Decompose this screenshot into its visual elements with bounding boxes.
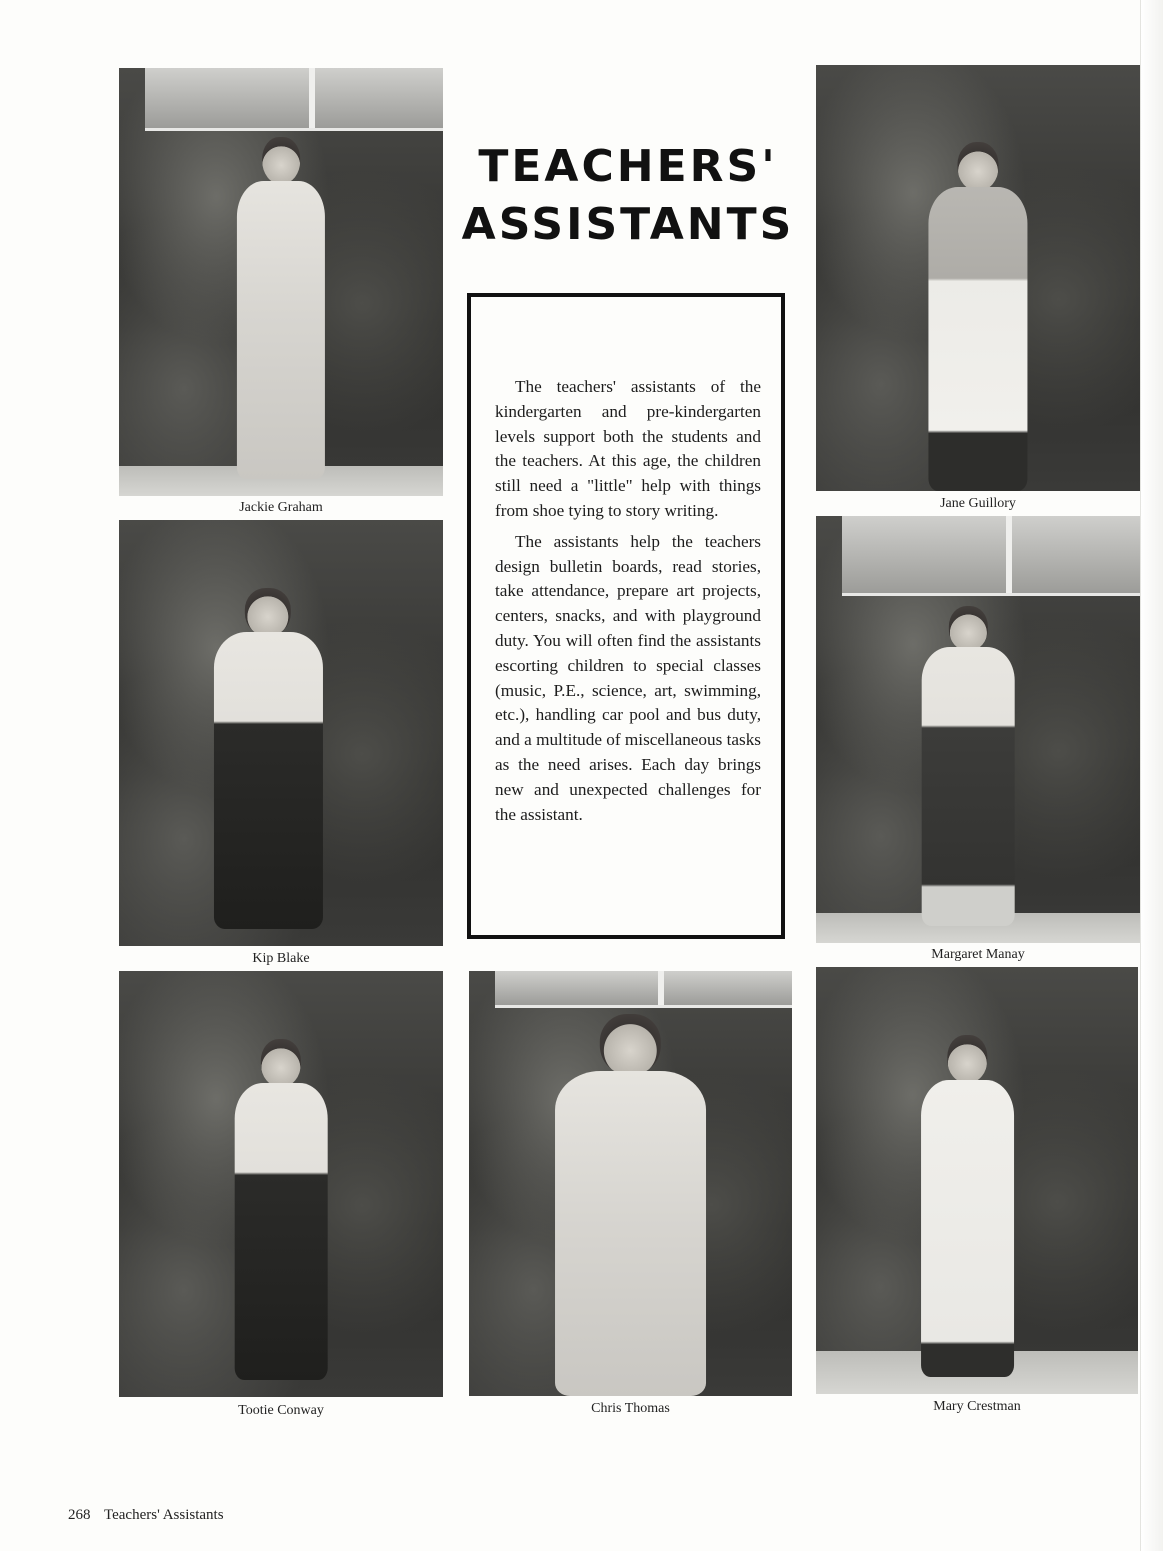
page-footer <box>68 1507 224 1524</box>
caption-jane-guillory: Jane Guillory <box>940 496 1016 511</box>
window-background <box>495 971 792 1008</box>
photo-chris-thomas <box>469 971 792 1396</box>
article-text-box <box>467 293 785 939</box>
photo-kip-blake <box>119 520 443 946</box>
window-background <box>842 516 1140 596</box>
page-edge <box>1140 0 1163 1551</box>
title-line-1: TEACHERS' <box>478 141 778 192</box>
person-figure <box>909 1035 1025 1377</box>
caption-chris-thomas: Chris Thomas <box>591 1401 670 1416</box>
person-figure <box>547 1014 715 1397</box>
page-number: 268 <box>68 1507 91 1523</box>
photo-tootie-conway <box>119 971 443 1397</box>
person-figure <box>200 588 336 929</box>
caption-margaret-manay: Margaret Manay <box>931 947 1025 962</box>
caption-tootie-conway: Tootie Conway <box>238 1403 324 1418</box>
page-title <box>458 138 798 254</box>
body-paragraph-1: The teachers' assistants of the kindergarten and pre-kindergarten levels support both the students and the teachers. At this age, the children still need a "little" help with things from shoe tying to story writing. <box>495 377 761 520</box>
footer-section-title: Teachers' Assistants <box>103 1507 224 1523</box>
window-background <box>145 68 443 131</box>
person-figure <box>223 1039 340 1380</box>
caption-kip-blake: Kip Blake <box>252 951 310 966</box>
photo-jane-guillory <box>816 65 1140 491</box>
title-line-2: ASSISTANTS <box>461 199 795 250</box>
person-figure <box>916 142 1039 491</box>
photo-mary-crestman <box>816 967 1138 1394</box>
photo-jackie-graham <box>119 68 443 496</box>
caption-jackie-graham: Jackie Graham <box>239 500 323 515</box>
caption-mary-crestman: Mary Crestman <box>933 1399 1021 1414</box>
photo-margaret-manay <box>816 516 1140 943</box>
body-paragraph-2: The assistants help the teachers design bulletin boards, read stories, take attendance, prepare art projects, centers, snacks, and with playground duty. You will often find the assistants escorting children to special classes (music, P.E., science, art, swimming, etc.), handling car pool and bus duty, and a multitude of miscellaneous tasks as the need arises. Each day brings new and unexpected challenges for the assistant. <box>495 531 761 824</box>
person-figure <box>910 606 1027 926</box>
person-figure <box>226 137 336 479</box>
